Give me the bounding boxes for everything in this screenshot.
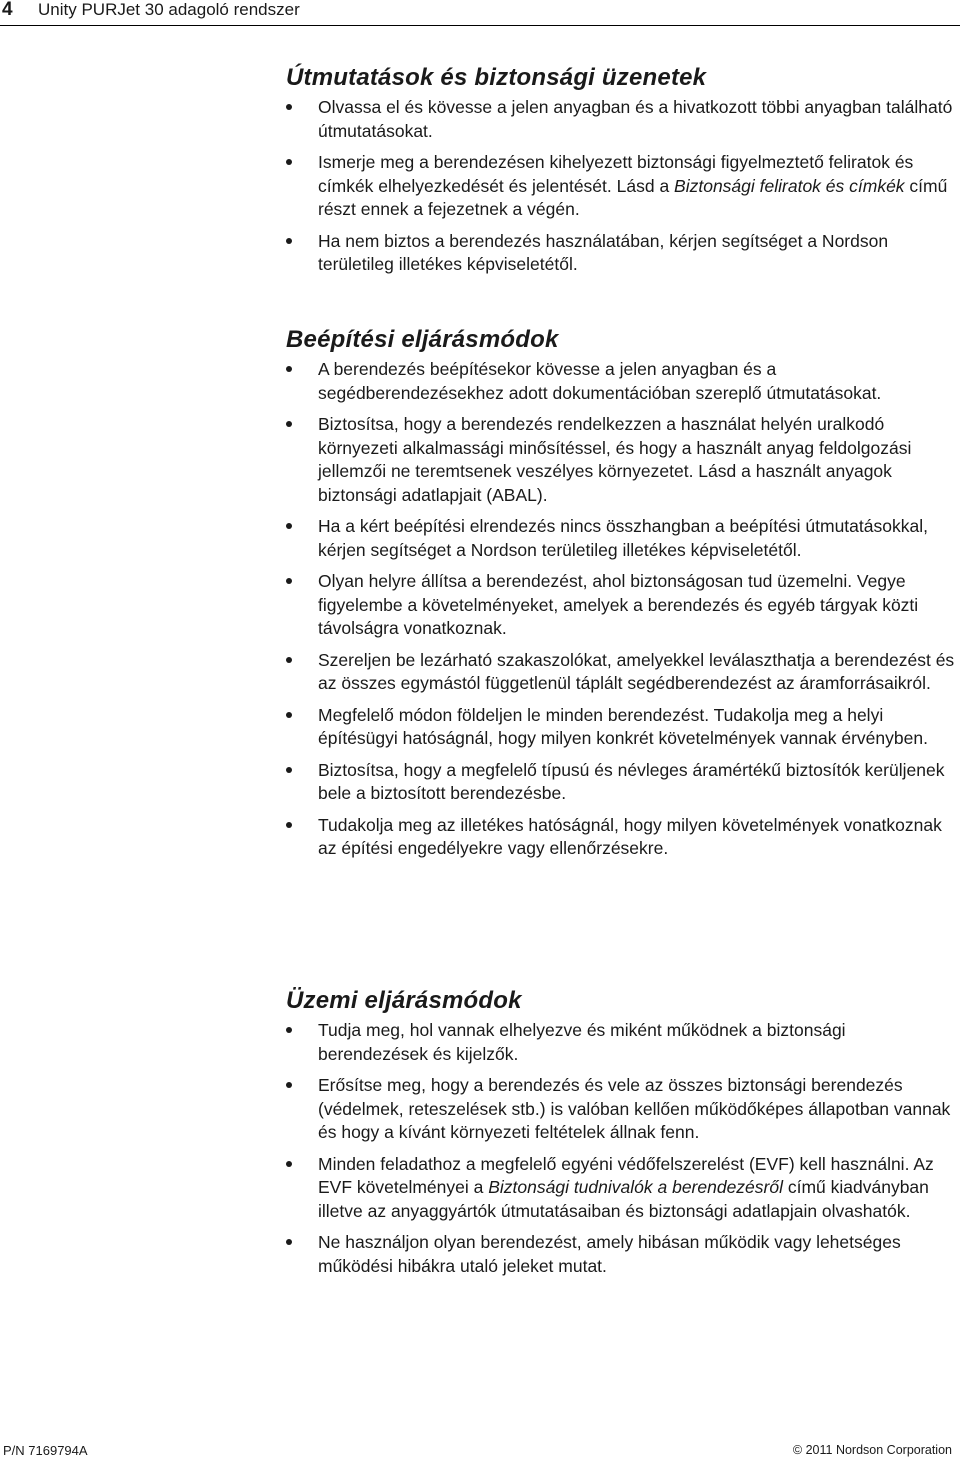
part-number: P/N 7169794A [3, 1443, 88, 1458]
list-item: Erősítse meg, hogy a berendezés és vele az összes biztonsági berendezés (védelmek, reteszelések stb.) is valóban kellően működőképes állapotban vannak és hogy a kívánt környezeti feltételek állnak fenn. [286, 1074, 956, 1145]
list-item: Tudja meg, hol vannak elhelyezve és miként működnek a biztonsági berendezések és kijelzők. [286, 1019, 956, 1066]
list-item: Ne használjon olyan berendezést, amely hibásan működik vagy lehetséges működési hibákra utaló jeleket mutat. [286, 1231, 956, 1278]
reference-title: Biztonsági feliratok és címkék [674, 175, 905, 196]
section-safety-messages [286, 63, 956, 277]
list-item: Ismerje meg a berendezésen kihelyezett biztonsági figyelmeztető feliratok és címkék elhelyezkedését és jelentését. Lásd a Biztonsági feliratok és címkék című részt ennek a fejezetnek a végén. [286, 151, 956, 222]
bullet-list [286, 1019, 956, 1278]
section-heading: Üzemi eljárásmódok [286, 987, 522, 1014]
page-number: 4 [2, 0, 13, 20]
section-heading: Beépítési eljárásmódok [286, 326, 559, 353]
copyright: © 2011 Nordson Corporation [792, 1443, 952, 1457]
list-item: Minden feladathoz a megfelelő egyéni védőfelszerelést (EVF) kell használni. Az EVF követelményei a Biztonsági tudnivalók a berendezésről című kiadványban illetve az anyaggyártók útmutatásaiban és biztonsági adatlapjain olvashatók. [286, 1153, 956, 1224]
list-item: Ha nem biztos a berendezés használatában, kérjen segítséget a Nordson területileg illetékes képviseletétől. [286, 230, 956, 277]
document-title: Unity PURJet 30 adagoló rendszer [38, 0, 300, 19]
bullet-list [286, 358, 956, 861]
section-installation [286, 325, 956, 861]
section-heading: Útmutatások és biztonsági üzenetek [286, 64, 707, 91]
list-item: Tudakolja meg az illetékes hatóságnál, hogy milyen követelmények vonatkoznak az építési engedélyekre vagy ellenőrzésekre. [286, 814, 956, 861]
section-operation [286, 986, 956, 1278]
list-item: Biztosítsa, hogy a megfelelő típusú és névleges áramértékű biztosítók kerüljenek bele a biztosított berendezésbe. [286, 759, 956, 806]
reference-title: Biztonsági tudnivalók a berendezésről [488, 1177, 783, 1197]
list-item: Olyan helyre állítsa a berendezést, ahol biztonságosan tud üzemelni. Vegye figyelembe a követelményeket, amelyek a berendezés és egyéb tárgyak közti távolságra vonatkoznak. [286, 570, 956, 641]
list-item: Ha a kért beépítési elrendezés nincs összhangban a beépítési útmutatásokkal, kérjen segítséget a Nordson területileg illetékes képviseletétől. [286, 515, 956, 562]
list-item: Olvassa el és kövesse a jelen anyagban és a hivatkozott többi anyagban található útmutatásokat. [286, 96, 956, 143]
list-item: Megfelelő módon földeljen le minden berendezést. Tudakolja meg a helyi építésügyi hatóságnál, hogy milyen konkrét követelmények vannak érvényben. [286, 704, 956, 751]
page-header [0, 0, 960, 24]
list-item: A berendezés beépítésekor kövesse a jelen anyagban és a segédberendezésekhez adott dokumentációban szereplő útmutatásokat. [286, 358, 956, 405]
list-item: Biztosítsa, hogy a berendezés rendelkezzen a használat helyén uralkodó környezeti alkalmassági minősítéssel, és hogy a használt anyag feldolgozási jellemzői ne teremtsenek veszélyes környezetet. Lásd a használt anyagok biztonsági adatlapjait (ABAL). [286, 413, 956, 507]
header-divider [0, 25, 960, 26]
bullet-list [286, 96, 956, 277]
list-item: Szereljen be lezárható szakaszolókat, amelyekkel leválaszthatja a berendezést és az összes egymástól függetlenül táplált segédberendezést az áramforrásaikról. [286, 649, 956, 696]
